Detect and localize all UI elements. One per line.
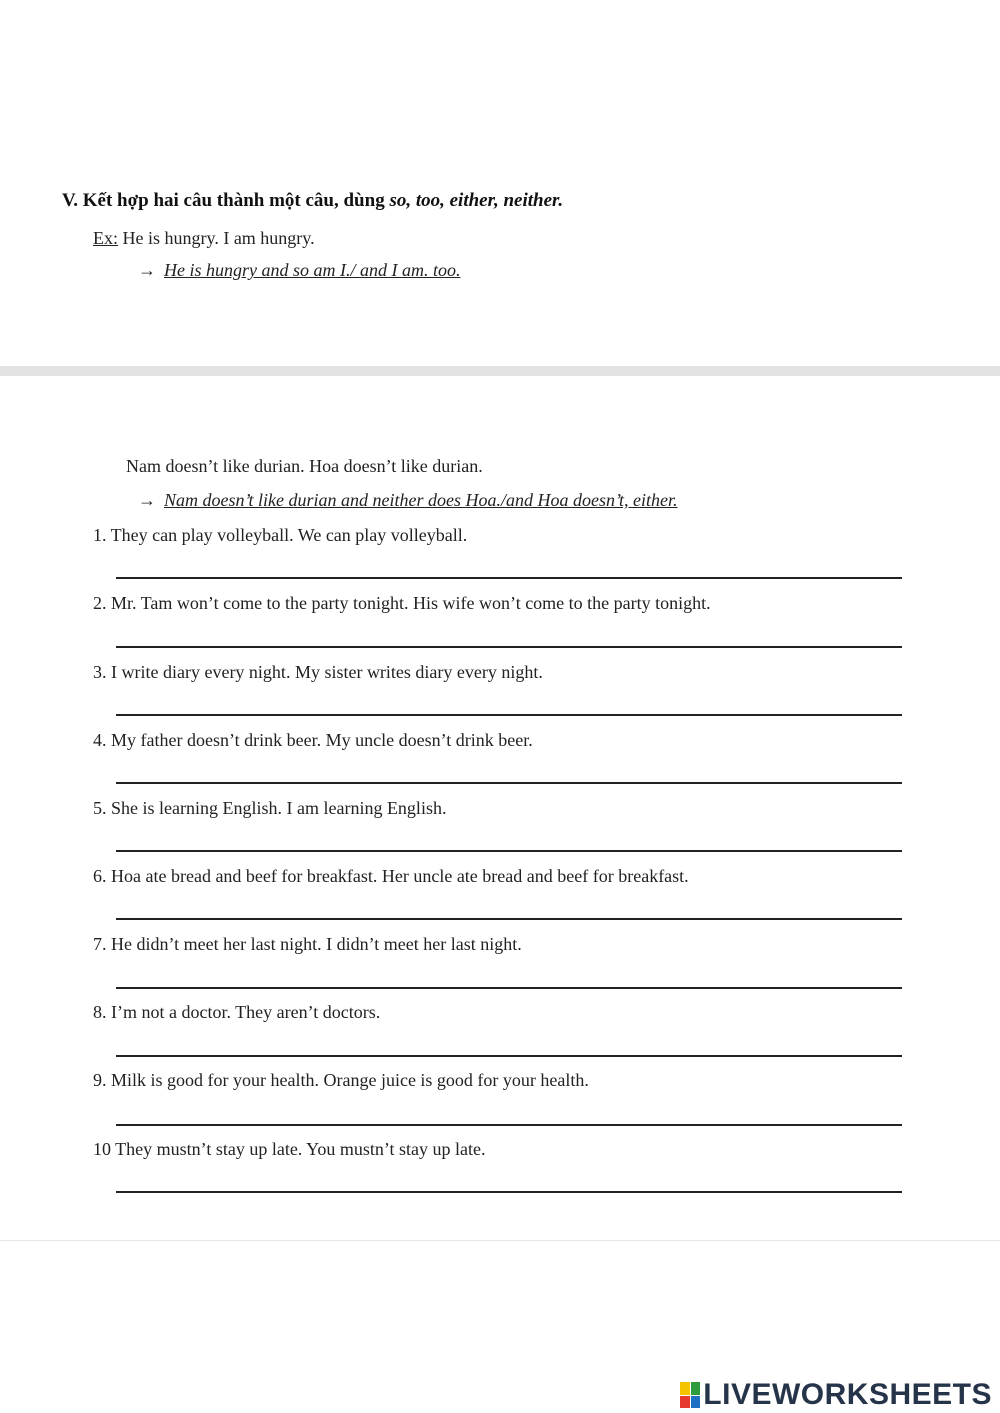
answer-blank-9[interactable] — [116, 1124, 902, 1126]
example-1-answer — [138, 260, 460, 281]
logo-icon — [680, 1382, 700, 1408]
answer-blank-8[interactable] — [116, 1055, 902, 1057]
question-1: 1. They can play volleyball. We can play volleyball. — [93, 525, 468, 545]
answer-blank-6[interactable] — [116, 918, 902, 920]
example-label: Ex: — [93, 228, 118, 248]
example-2-sentence: Nam doesn’t like durian. Hoa doesn’t like durian. — [126, 456, 483, 476]
question-8: 8. I’m not a doctor. They aren’t doctors. — [93, 1002, 381, 1022]
example-1 — [93, 228, 315, 249]
example-2-answer — [138, 490, 677, 511]
example-2-answer-text: Nam doesn’t like durian and neither does Hoa./and Hoa doesn’t, either. — [164, 490, 678, 510]
page-divider — [0, 366, 1000, 376]
question-2: 2. Mr. Tam won’t come to the party tonight. His wife won’t come to the party tonight. — [93, 593, 711, 613]
question-7: 7. He didn’t meet her last night. I didn’t meet her last night. — [93, 934, 522, 954]
example-sentence: He is hungry. I am hungry. — [118, 228, 315, 248]
arrow-icon: → — [138, 260, 156, 280]
question-5: 5. She is learning English. I am learning English. — [93, 798, 447, 818]
logo-text: LIVEWORKSHEETS — [703, 1378, 992, 1411]
worksheet-page-top — [0, 0, 1000, 366]
liveworksheets-logo — [680, 1378, 992, 1412]
answer-blank-4[interactable] — [116, 782, 902, 784]
answer-blank-10[interactable] — [116, 1191, 902, 1193]
page-bottom-edge — [0, 1240, 1000, 1241]
answer-blank-3[interactable] — [116, 714, 902, 716]
question-4: 4. My father doesn’t drink beer. My uncle doesn’t drink beer. — [93, 730, 533, 750]
heading-prefix: V. Kết hợp hai câu thành một câu, dùng — [62, 190, 390, 211]
example-answer-text: He is hungry and so am I./ and I am. too. — [164, 260, 461, 280]
question-6: 6. Hoa ate bread and beef for breakfast. Her uncle ate bread and beef for breakfast. — [93, 866, 689, 886]
question-3: 3. I write diary every night. My sister writes diary every night. — [93, 662, 543, 682]
question-10: 10 They mustn’t stay up late. You mustn’t stay up late. — [93, 1139, 486, 1159]
question-9: 9. Milk is good for your health. Orange juice is good for your health. — [93, 1070, 589, 1090]
answer-blank-7[interactable] — [116, 987, 902, 989]
answer-blank-1[interactable] — [116, 577, 902, 579]
answer-blank-5[interactable] — [116, 850, 902, 852]
answer-blank-2[interactable] — [116, 646, 902, 648]
arrow-icon: → — [138, 490, 156, 510]
heading-keywords: so, too, either, neither. — [389, 190, 564, 211]
exercise-heading — [62, 190, 563, 212]
